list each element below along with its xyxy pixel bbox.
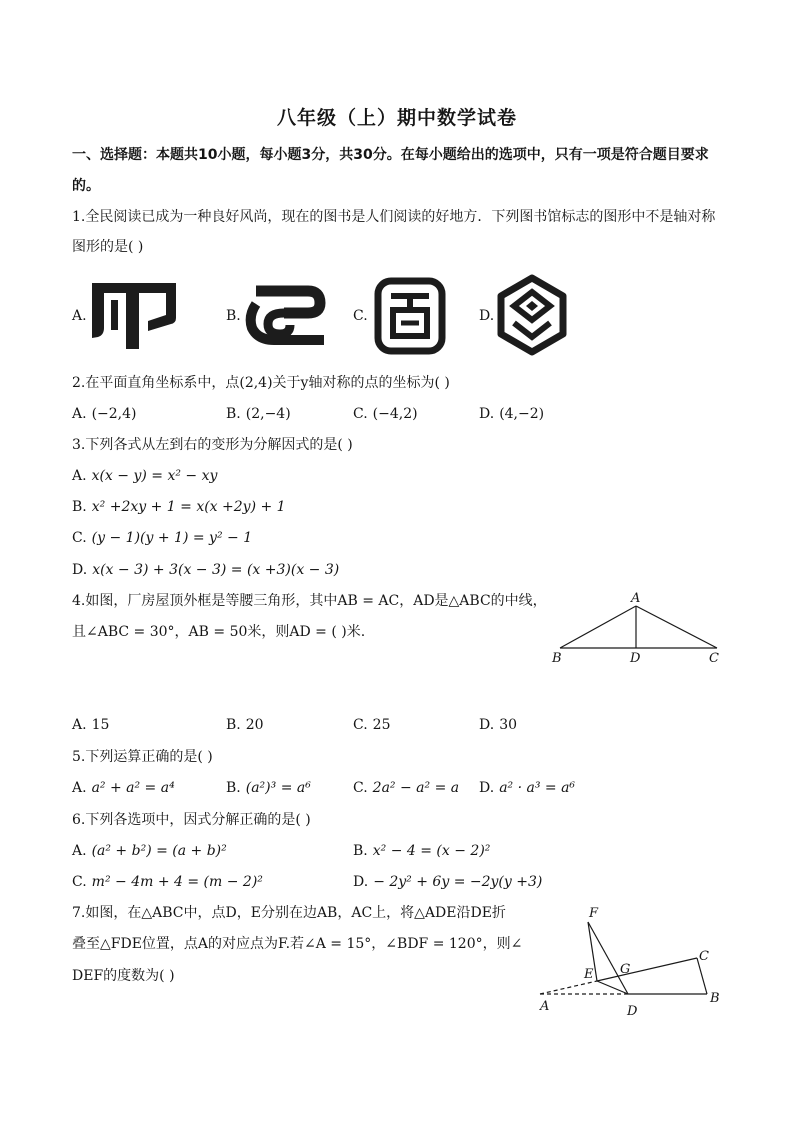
point-label-d: D [627, 1004, 638, 1019]
segment-ed [597, 981, 628, 994]
option-text: − 2y² + 6y = −2y(y +3) [373, 874, 543, 890]
point-label-g: G [620, 962, 631, 977]
option-label: C. [353, 717, 368, 733]
logo-option-d-image [496, 273, 568, 357]
question-4-option-b [226, 716, 264, 734]
option-label: C. [72, 874, 87, 890]
question-4-option-c [353, 716, 391, 734]
option-label: C. [353, 780, 368, 796]
option-text: x(x − y) = x² − xy [91, 468, 218, 484]
section-header-line-2: 的。 [72, 178, 100, 194]
question-2-option-c [353, 405, 418, 423]
option-label: B. [226, 406, 241, 422]
point-label-f: F [589, 906, 599, 921]
question-7-stem-line-1: 7.如图，在△ABC中，点D，E分别在边AB，AC上，将△ADE沿DE折 [72, 905, 506, 921]
question-5-option-d [479, 779, 575, 797]
option-text: 2a² − a² = a [372, 780, 460, 796]
question-6-option-a [72, 842, 227, 860]
option-label: A. [72, 780, 87, 796]
question-1-stem-line-2: 图形的是( ) [72, 239, 144, 255]
question-4-option-d [479, 716, 517, 734]
option-text: x² +2xy + 1 = x(x +2y) + 1 [91, 499, 286, 515]
question-1-option-c-label: C. [353, 308, 368, 324]
point-label-d: D [630, 651, 641, 666]
option-text: a² · a³ = a⁶ [499, 780, 576, 796]
question-5-option-c [353, 779, 459, 797]
question-4-option-a [72, 716, 109, 734]
segment-ac [636, 606, 717, 648]
question-6-option-b [353, 842, 490, 860]
question-7-stem-line-3: DEF的度数为( ) [72, 968, 175, 984]
option-text: a² + a² = a⁴ [91, 780, 175, 796]
question-4-triangle-figure [545, 590, 725, 670]
question-5-option-b [226, 779, 311, 797]
question-3-option-a [72, 467, 217, 485]
option-label: D. [479, 780, 495, 796]
option-label: A. [72, 406, 87, 422]
option-text: (2,−4) [245, 406, 291, 422]
option-text: 20 [245, 717, 264, 733]
question-4-stem-line-1: 4.如图，厂房屋顶外框是等腰三角形，其中AB = AC，AD是△ABC的中线， [72, 593, 547, 609]
option-text: m² − 4m + 4 = (m − 2)² [91, 874, 263, 890]
question-3-option-d [72, 561, 339, 579]
question-6-stem: 6.下列各选项中，因式分解正确的是( ) [72, 812, 311, 828]
option-label: C. [72, 530, 87, 546]
option-label: A. [72, 843, 87, 859]
question-6-option-d [353, 873, 542, 891]
option-text: 30 [499, 717, 518, 733]
segment-ab [560, 606, 636, 648]
option-label: B. [72, 499, 87, 515]
segment-ec [597, 958, 697, 981]
point-label-a: A [540, 999, 550, 1014]
question-3-option-c [72, 529, 252, 547]
option-label: A. [72, 468, 87, 484]
question-7-stem-line-2: 叠至△FDE位置，点A的对应点为F.若∠A = 15°，∠BDF = 120°，则∠ [72, 936, 523, 952]
point-label-c: C [709, 651, 719, 666]
option-text: x² − 4 = (x − 2)² [372, 843, 491, 859]
logo-option-b-image [244, 282, 328, 348]
page-title: 八年级（上）期中数学试卷 [276, 107, 517, 129]
segment-ae-dashed [540, 981, 597, 994]
logo-option-a-image [90, 278, 180, 352]
point-label-e: E [584, 967, 594, 982]
question-5-stem: 5.下列运算正确的是( ) [72, 749, 213, 765]
option-text: x(x − 3) + 3(x − 3) = (x +3)(x − 3) [92, 562, 340, 578]
option-label: D. [72, 562, 88, 578]
option-label: A. [72, 717, 87, 733]
question-2-option-a [72, 405, 136, 423]
question-4-stem-line-2: 且∠ABC = 30°，AB = 50米，则AD = ( )米. [72, 624, 366, 640]
point-label-b: B [552, 651, 562, 666]
point-label-c: C [699, 949, 709, 964]
question-5-option-a [72, 779, 175, 797]
question-2-option-d [479, 405, 544, 423]
option-label: C. [353, 406, 368, 422]
option-text: 25 [372, 717, 391, 733]
section-header-line-1: 一、选择题：本题共10小题，每小题3分，共30分。在每小题给出的选项中，只有一项是符合题目要求 [72, 147, 709, 163]
option-label: D. [479, 406, 495, 422]
option-label: B. [226, 780, 241, 796]
question-3-stem: 3.下列各式从左到右的变形为分解因式的是( ) [72, 437, 353, 453]
question-1-stem-line-1: 1.全民阅读已成为一种良好风尚，现在的图书是人们阅读的好地方．下列图书馆标志的图形中不是轴对称 [72, 209, 716, 225]
point-label-b: B [710, 991, 720, 1006]
question-1-option-b-label: B. [226, 308, 241, 324]
option-text: (a² + b²) = (a + b)² [91, 843, 227, 859]
question-3-option-b [72, 498, 286, 516]
option-text: (4,−2) [499, 406, 545, 422]
logo-option-c-image [373, 276, 447, 356]
question-6-option-c [72, 873, 263, 891]
question-1-option-a-label: A. [72, 308, 87, 324]
option-text: (−2,4) [91, 406, 137, 422]
option-label: B. [226, 717, 241, 733]
option-text: (−4,2) [372, 406, 418, 422]
option-label: B. [353, 843, 368, 859]
option-text: (a²)³ = a⁶ [245, 780, 311, 796]
option-label: D. [353, 874, 369, 890]
option-text: 15 [91, 717, 110, 733]
option-label: D. [479, 717, 495, 733]
question-2-stem: 2.在平面直角坐标系中，点(2,4)关于y轴对称的点的坐标为( ) [72, 375, 450, 391]
point-label-a: A [631, 591, 641, 606]
question-2-option-b [226, 405, 291, 423]
question-1-option-d-label: D. [479, 308, 495, 324]
question-7-fold-figure [530, 898, 730, 1020]
option-text: (y − 1)(y + 1) = y² − 1 [91, 530, 253, 546]
